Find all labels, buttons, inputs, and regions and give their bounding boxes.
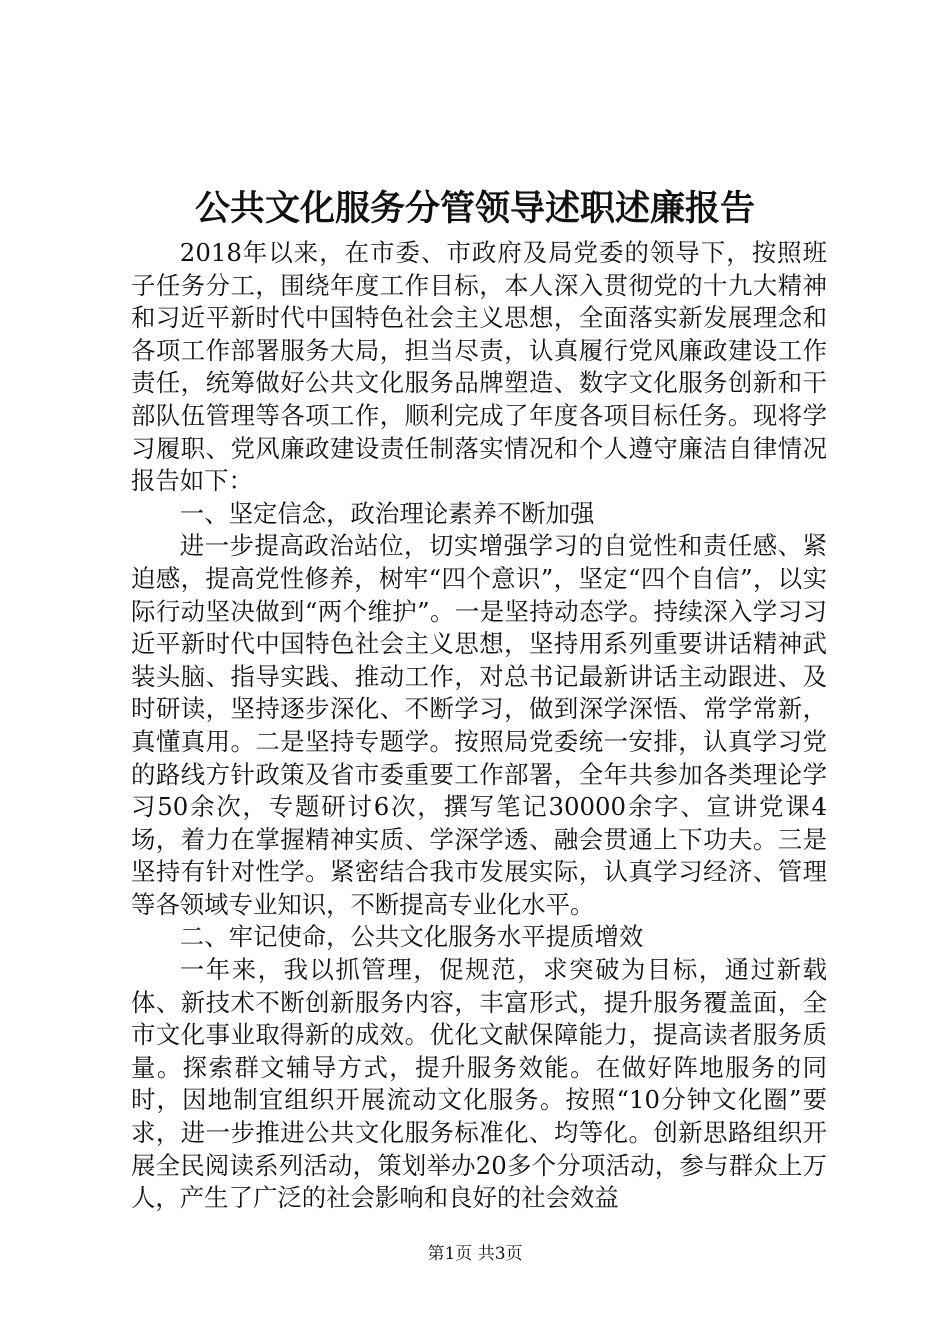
- document-body: [131, 237, 827, 1215]
- section-heading-1: 一、坚定信念，政治理论素养不断加强: [179, 498, 595, 528]
- section-2-paragraph: 一年来，我以抓管理，促规范，求突破为目标，通过新载体、新技术不断创新服务内容，丰富形式，提升服务覆盖面，全市文化事业取得新的成效。优化文献保障能力，提高读者服务质量。探索群文辅导方式，提升服务效能。在做好阵地服务的同时，因地制宜组织开展流动文化服务。按照“10分钟文化圈”要求，进一步推进公共文化服务标准化、均等化。创新思路组织开展全民阅读系列活动，策划举办20多个分项活动，参与群众上万人，产生了广泛的社会影响和良好的社会效益: [131, 955, 827, 1213]
- section-1-paragraph: 进一步提高政治站位，切实增强学习的自觉性和责任感、紧迫感，提高党性修养，树牢“四个意识”，坚定“四个自信”，以实际行动坚决做到“两个维护”。一是坚持动态学。持续深入学习习近平新时代中国特色社会主义思想，坚持用系列重要讲话精神武装头脑、指导实践、推动工作，对总书记最新讲话主动跟进、及时研读，坚持逐步深化、不断学习，做到深学深悟、常学常新，真懂真用。二是坚持专题学。按照局党委统一安排，认真学习党的路线方针政策及省市委重要工作部署，全年共参加各类理论学习50余次，专题研讨6次，撰写笔记30000余字、宣讲党课4场，着力在掌握精神实质、学深学透、融会贯通上下功夫。三是坚持有针对性学。紧密结合我市发展实际，认真学习经济、管理等各领域专业知识，不断提高专业化水平。: [131, 531, 827, 919]
- page-number-footer: 第1页 共3页: [427, 1244, 523, 1264]
- section-heading-2: 二、牢记使命，公共文化服务水平提质增效: [179, 922, 644, 952]
- document-title: 公共文化服务分管领导述职述廉报告: [194, 188, 755, 229]
- intro-paragraph: 2018年以来，在市委、市政府及局党委的领导下，按照班子任务分工，围绕年度工作目标，本人深入贯彻党的十九大精神和习近平新时代中国特色社会主义思想，全面落实新发展理念和各项工作部署服务大局，担当尽责，认真履行党风廉政建设工作责任，统筹做好公共文化服务品牌塑造、数字文化服务创新和干部队伍管理等各项工作，顺利完成了年度各项目标任务。现将学习履职、党风廉政建设责任制落实情况和个人遵守廉洁自律情况报告如下：: [131, 238, 827, 496]
